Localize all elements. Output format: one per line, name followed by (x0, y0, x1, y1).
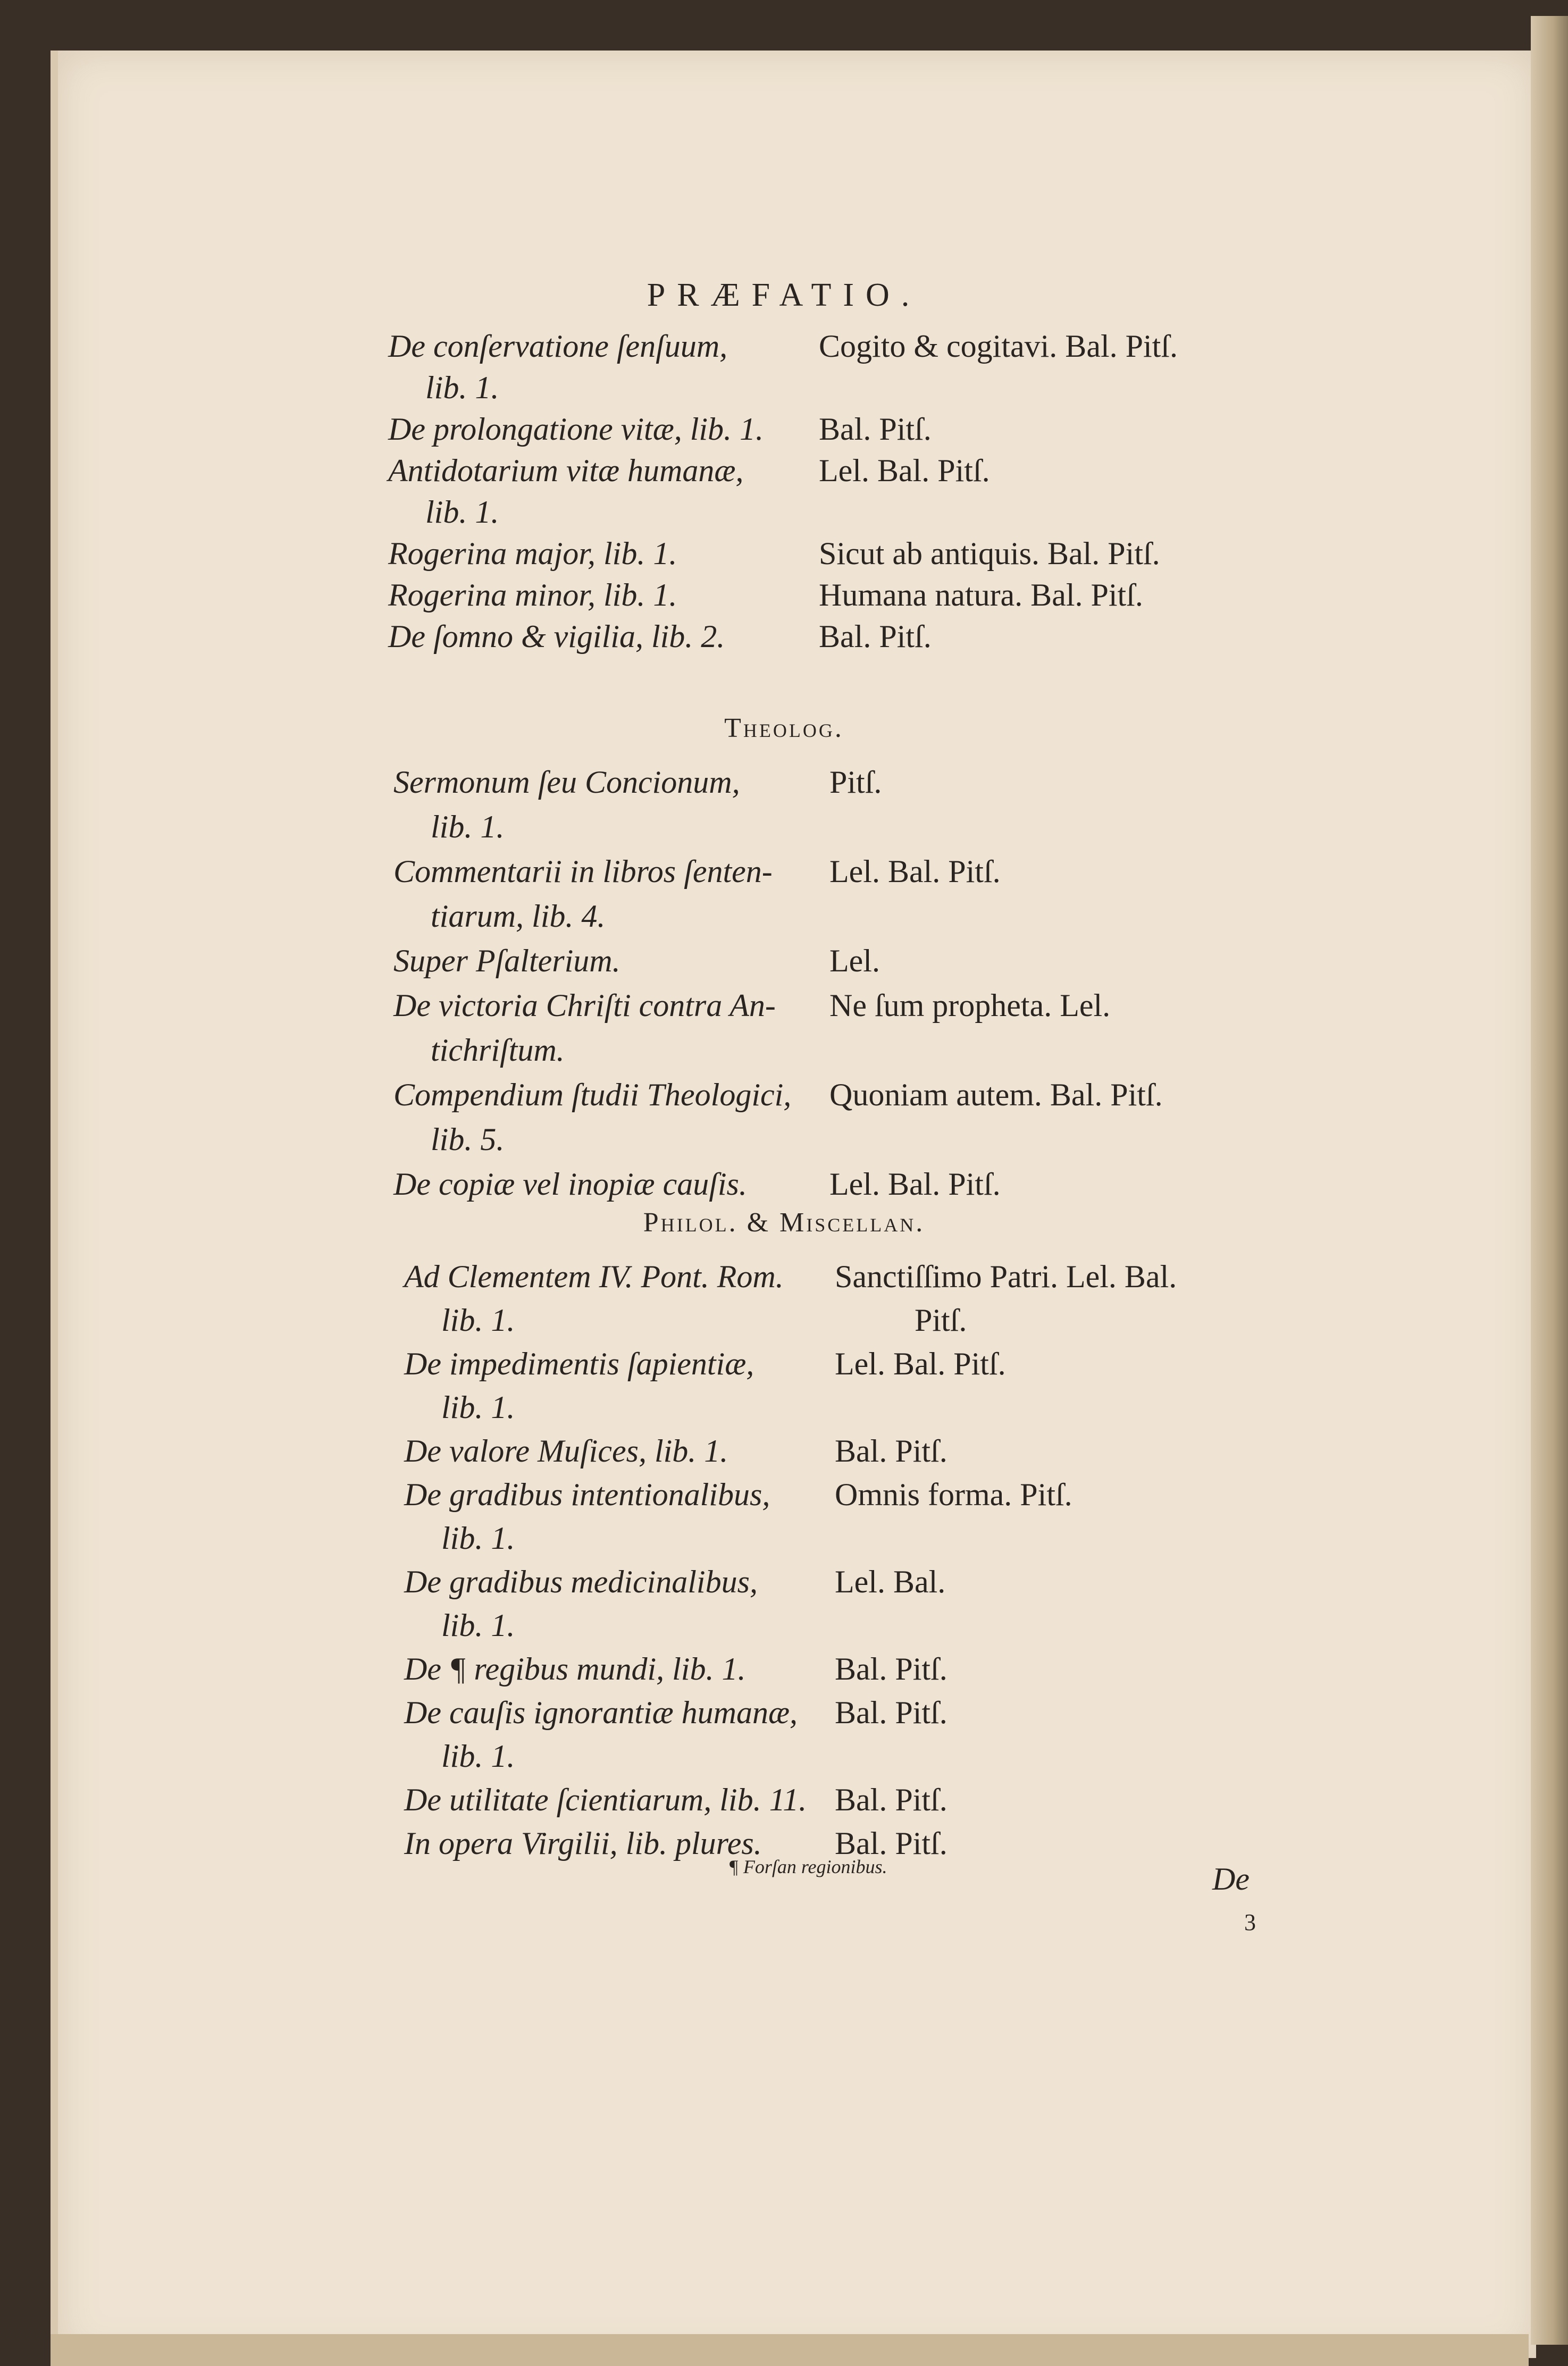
entry-source-line: Bal. Pitſ. (835, 1695, 947, 1730)
entry-source-line: Pitſ. (915, 1303, 967, 1338)
entry-source-line: Bal. Pitſ. (835, 1651, 947, 1687)
entry-source-line: Bal. Pitſ. (835, 1782, 947, 1817)
entry-title-line: Super Pſalterium. (393, 943, 621, 978)
entry-title-line: De prolongatione vitæ, lib. 1. (388, 412, 764, 447)
entry-title-line: Rogerina minor, lib. 1. (388, 577, 677, 613)
entry-source-line: Cogito & cogitavi. Bal. Pitſ. (819, 329, 1178, 364)
entry-source-line: Bal. Pitſ. (819, 619, 932, 654)
entry-source-line: Omnis forma. Pitſ. (835, 1477, 1072, 1512)
entry-title-line: lib. 1. (441, 1521, 515, 1556)
entry-title-line: De gradibus medicinalibus, (404, 1564, 758, 1599)
entry-source-line: Lel. Bal. Pitſ. (835, 1346, 1006, 1381)
entry-source-line: Bal. Pitſ. (819, 412, 932, 447)
catchword: De (1212, 1861, 1250, 1897)
entry-source-line: Lel. Bal. Pitſ. (819, 453, 990, 488)
entry-source-line: Bal. Pitſ. (835, 1826, 947, 1861)
entry-source-line: Ne ſum propheta. Lel. (829, 988, 1111, 1023)
entry-title-line: Antidotarium vitæ humanæ, (388, 453, 744, 488)
entry-title-line: Sermonum ſeu Concionum, (393, 765, 740, 800)
entry-source-line: Lel. Bal. Pitſ. (829, 854, 1001, 889)
entry-title-line: De ſomno & vigilia, lib. 2. (388, 619, 725, 654)
footnote: ¶ Forſan regionibus. (728, 1856, 887, 1877)
signature-mark: 3 (1244, 1909, 1256, 1935)
entry-title-line: De gradibus intentionalibus, (404, 1477, 770, 1512)
page-edge-bottom (51, 2334, 1529, 2366)
entry-title-line: De impedimentis ſapientiæ, (404, 1346, 754, 1381)
entry-title-line: lib. 1. (425, 494, 499, 530)
entry-title-line: De valore Muſices, lib. 1. (404, 1433, 728, 1469)
entry-title-line: De victoria Chriſti contra An- (393, 988, 776, 1023)
entry-title-line: lib. 1. (441, 1739, 515, 1774)
entry-source-line: Quoniam autem. Bal. Pitſ. (829, 1077, 1163, 1112)
entry-title-line: lib. 1. (441, 1303, 515, 1338)
entry-title-line: In opera Virgilii, lib. plures. (404, 1826, 762, 1861)
section-theolog: Theolog. (724, 713, 844, 743)
entry-title-line: tiarum, lib. 4. (431, 899, 606, 934)
entry-title-line: Rogerina major, lib. 1. (388, 536, 677, 571)
entry-title-line: Ad Clementem IV. Pont. Rom. (404, 1259, 784, 1294)
entry-title-line: De conſervatione ſenſuum, (388, 329, 728, 364)
entry-title-line: lib. 1. (441, 1390, 515, 1425)
entry-title-line: lib. 1. (441, 1608, 515, 1643)
entry-title-line: De cauſis ignorantiæ humanæ, (404, 1695, 798, 1730)
entry-source-line: Lel. Bal. (835, 1564, 946, 1599)
entry-title-line: De copiæ vel inopiæ cauſis. (393, 1167, 747, 1202)
entry-title-line: lib. 1. (431, 809, 505, 844)
entry-source-line: Lel. (829, 943, 880, 978)
page-heading: PRÆFATIO. (647, 277, 921, 313)
page-edge-right (1531, 16, 1568, 2345)
section-philol: Philol. & Miscellan. (643, 1207, 925, 1238)
entry-title-line: tichriſtum. (431, 1033, 565, 1068)
entry-source-line: Humana natura. Bal. Pitſ. (819, 577, 1143, 613)
entry-source-line: Pitſ. (829, 765, 882, 800)
entry-title-line: lib. 5. (431, 1122, 505, 1157)
entry-source-line: Sanctiſſimo Patri. Lel. Bal. (835, 1259, 1177, 1294)
entry-title-line: Commentarii in libros ſenten- (393, 854, 773, 889)
entry-title-line: De ¶ regibus mundi, lib. 1. (404, 1651, 746, 1687)
entry-title-line: De utilitate ſcientiarum, lib. 11. (404, 1782, 807, 1817)
entry-title-line: Compendium ſtudii Theologici, (393, 1077, 792, 1112)
entry-title-line: lib. 1. (425, 370, 499, 405)
entry-source-line: Bal. Pitſ. (835, 1433, 947, 1469)
entry-source-line: Sicut ab antiquis. Bal. Pitſ. (819, 536, 1160, 571)
book-page (51, 51, 1536, 2358)
entry-source-line: Lel. Bal. Pitſ. (829, 1167, 1001, 1202)
